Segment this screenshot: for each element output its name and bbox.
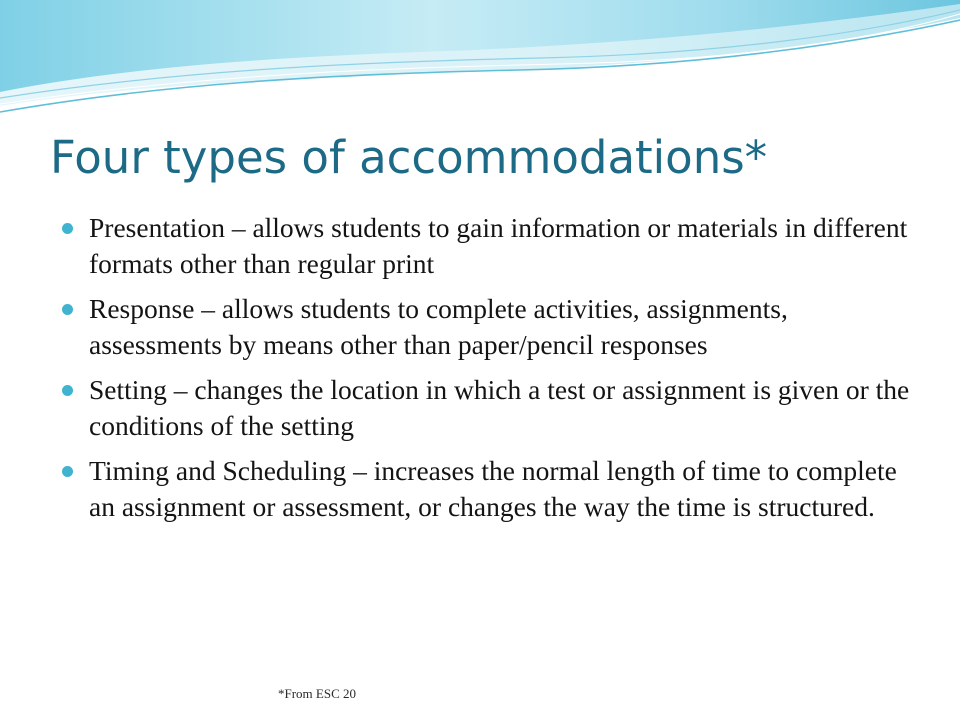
bullet-response: [60, 291, 910, 363]
bullet-dot-icon: [62, 385, 73, 396]
bullet-dot-icon: [62, 223, 73, 234]
bullet-text: Setting – changes the location in which a test or assignment is given or the conditions of the setting: [89, 374, 910, 441]
bullet-presentation: [60, 210, 910, 282]
slide-title: Four types of accommodations*: [50, 131, 768, 184]
bullet-list: [60, 210, 910, 534]
bullet-dot-icon: [62, 466, 73, 477]
source-footnote: *From ESC 20: [278, 686, 357, 701]
bullet-timing-scheduling: [60, 453, 910, 525]
bullet-dot-icon: [62, 304, 73, 315]
decorative-wave-header: [0, 0, 960, 130]
bullet-text: Response – allows students to complete activities, assignments, assessments by means other than paper/pencil responses: [89, 293, 788, 360]
bullet-text: Timing and Scheduling – increases the normal length of time to complete an assignment or assessment, or changes the way the time is structured.: [89, 455, 897, 522]
bullet-text: Presentation – allows students to gain information or materials in different formats other than regular print: [89, 212, 908, 279]
bullet-setting: [60, 372, 910, 444]
